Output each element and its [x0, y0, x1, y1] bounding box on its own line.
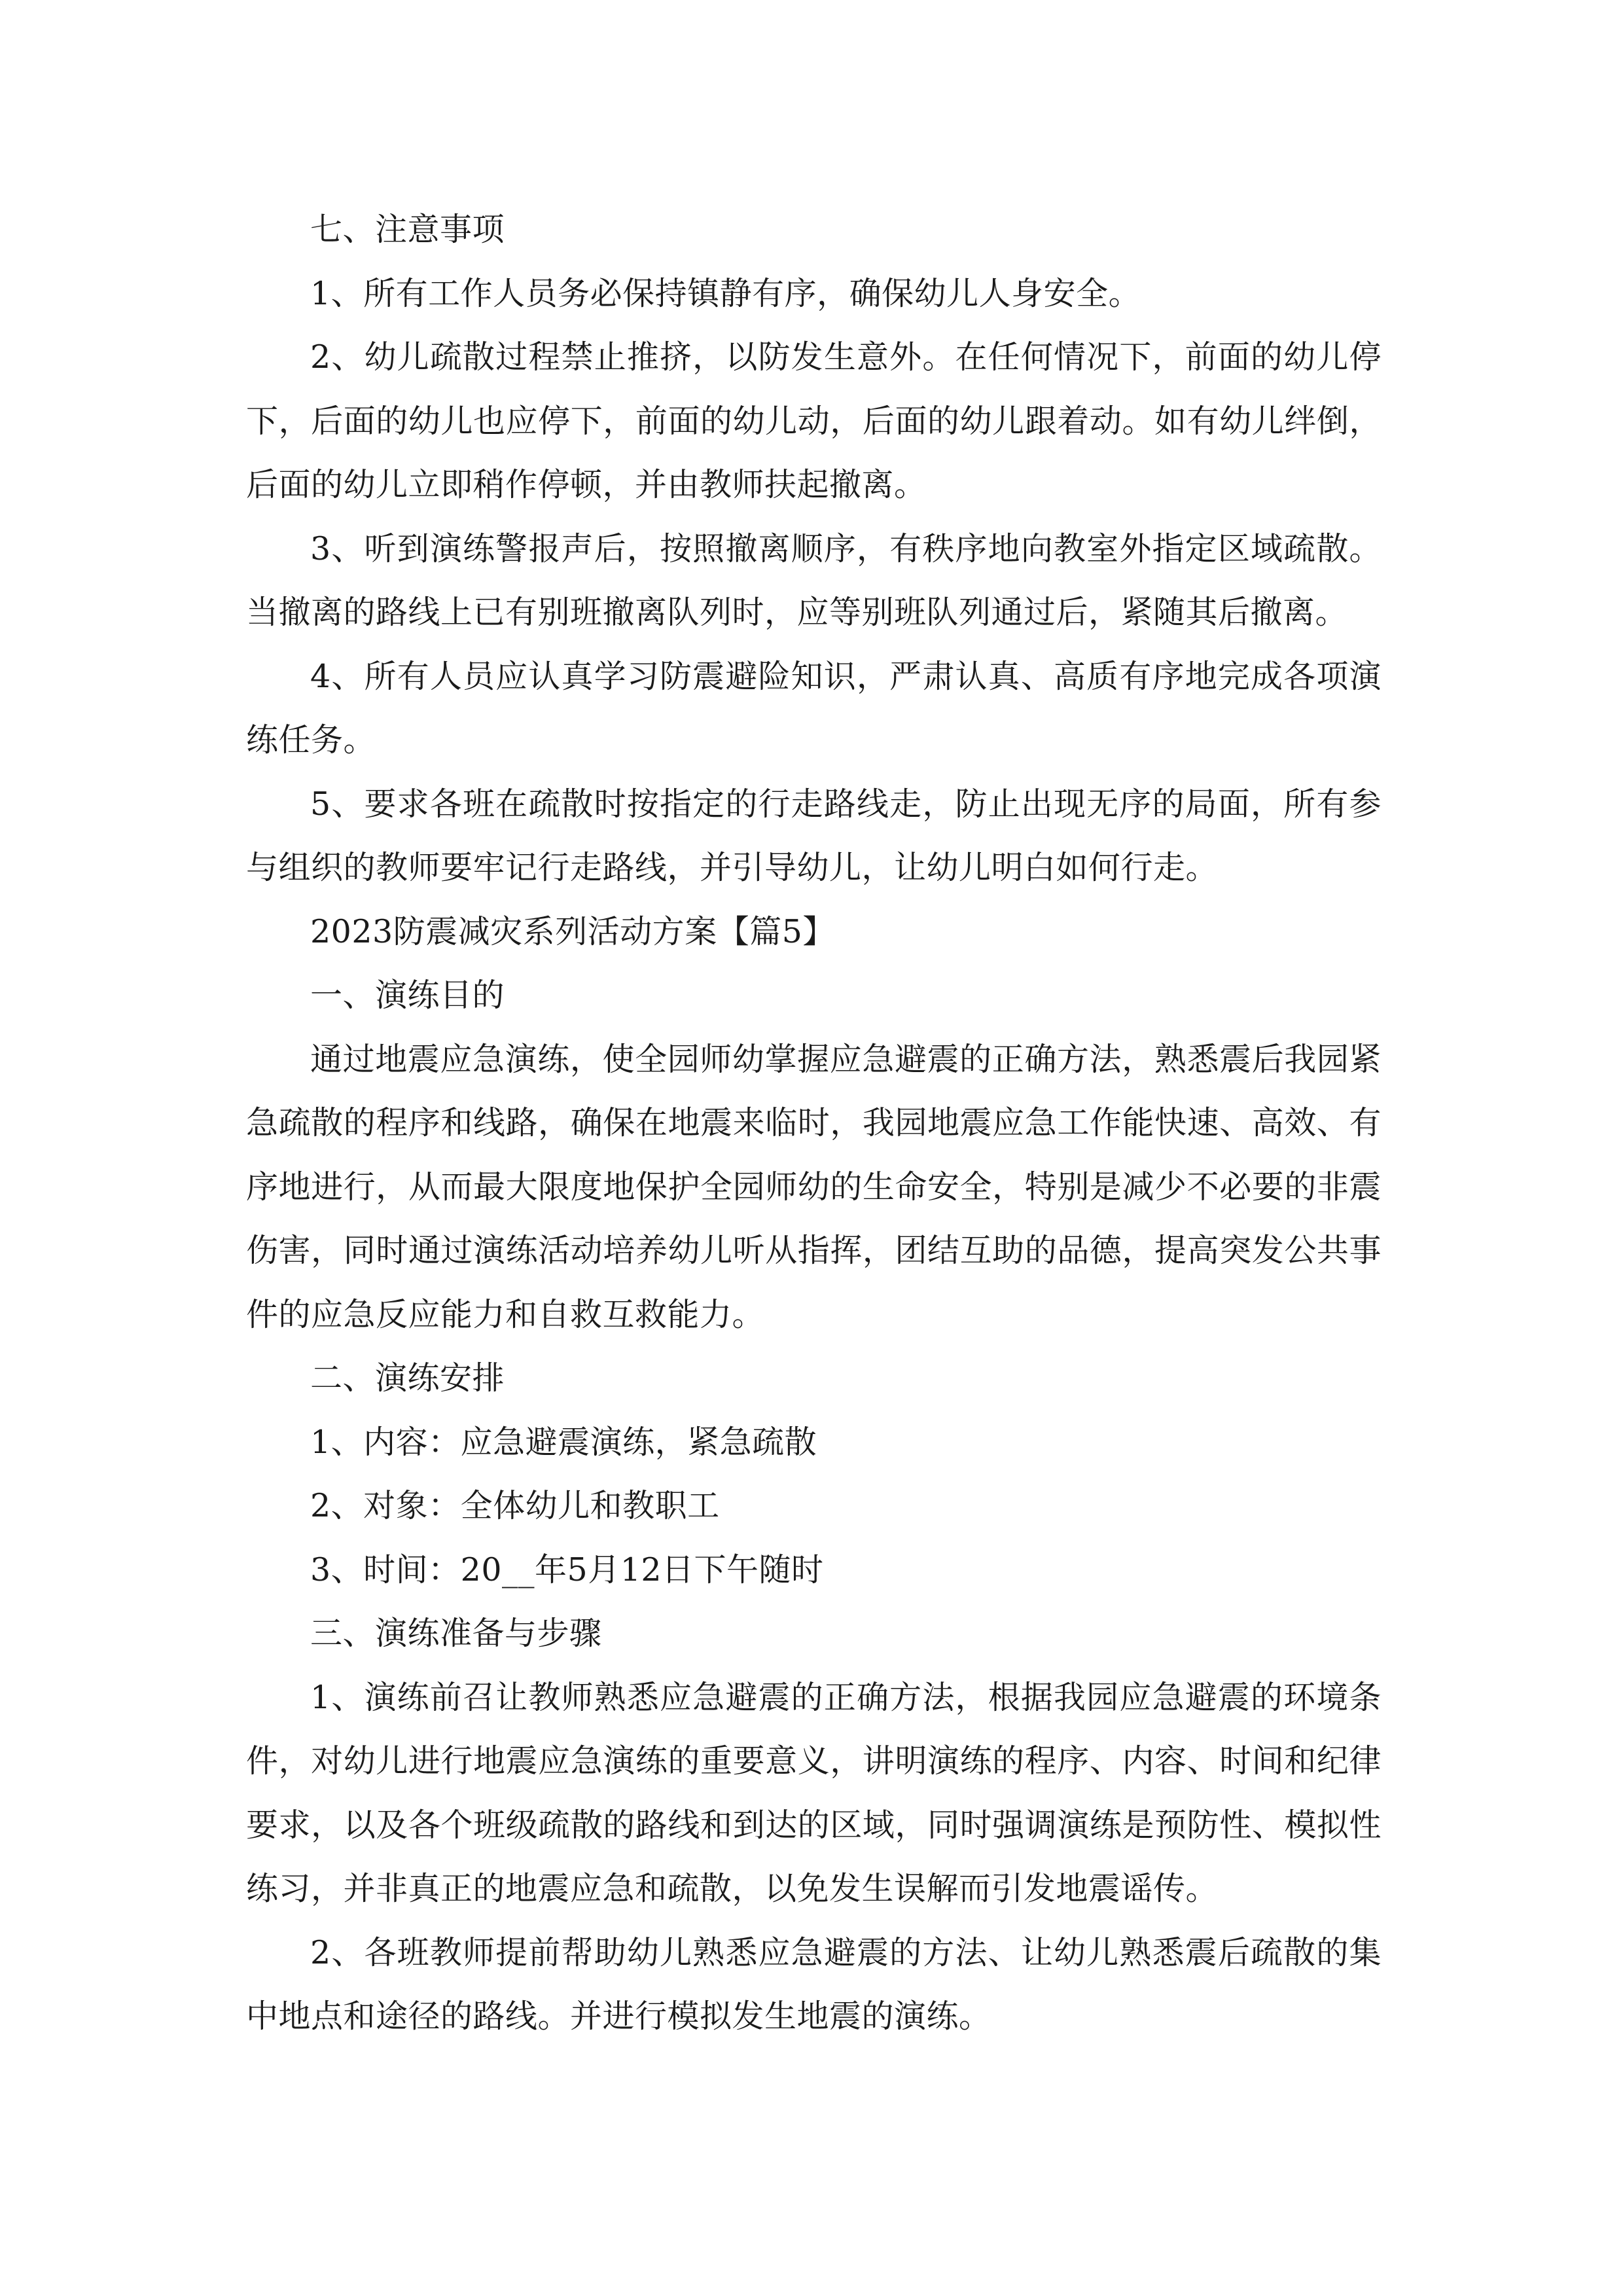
- plan-title: 2023防震减灾系列活动方案【篇5】: [310, 912, 835, 950]
- paragraph-arrangement-target: 2、对象：全体幼儿和教职工: [310, 1487, 720, 1524]
- paragraph-preparation-1: 1、演练前召让教师熟悉应急避震的正确方法，根据我园应急避震的环境条件，对幼儿进行地震应急演练的重要意义，讲明演练的程序、内容、时间和纪律要求，以及各个班级疏散的路线和到达的区域，同时强调演练是预防性、模拟性练习，并非真正的地震应急和疏散，以免发生误解而引发地震谣传。: [246, 1678, 1382, 1907]
- paragraph-precaution-2: 2、幼儿疏散过程禁止推挤，以防发生意外。在任何情况下，前面的幼儿停下，后面的幼儿也应停下，前面的幼儿动，后面的幼儿跟着动。如有幼儿绊倒，后面的幼儿立即稍作停顿，并由教师扶起撤离。: [246, 338, 1382, 503]
- section-heading-arrangement: 二、演练安排: [310, 1359, 505, 1397]
- section-heading-preparation: 三、演练准备与步骤: [310, 1615, 602, 1652]
- paragraph-purpose: 通过地震应急演练，使全园师幼掌握应急避震的正确方法，熟悉震后我园紧急疏散的程序和线路，确保在地震来临时，我园地震应急工作能快速、高效、有序地进行，从而最大限度地保护全园师幼的生命安全，特别是减少不必要的非震伤害，同时通过演练活动培养幼儿听从指挥，团结互助的品德，提高突发公共事件的应急反应能力和自救互救能力。: [246, 1040, 1382, 1333]
- paragraph-precaution-3: 3、听到演练警报声后，按照撤离顺序，有秩序地向教室外指定区域疏散。当撤离的路线上已有别班撤离队列时，应等别班队列通过后，紧随其后撤离。: [246, 529, 1382, 631]
- paragraph-precaution-5: 5、要求各班在疏散时按指定的行走路线走，防止出现无序的局面，所有参与组织的教师要牢记行走路线，并引导幼儿，让幼儿明白如何行走。: [246, 785, 1382, 886]
- paragraph-precaution-4: 4、所有人员应认真学习防震避险知识，严肃认真、高质有序地完成各项演练任务。: [246, 657, 1382, 759]
- section-heading-purpose: 一、演练目的: [310, 977, 505, 1014]
- document-body: [246, 198, 1382, 2049]
- paragraph-precaution-1: 1、所有工作人员务必保持镇静有序，确保幼儿人身安全。: [310, 274, 1141, 312]
- paragraph-arrangement-content: 1、内容：应急避震演练，紧急疏散: [310, 1423, 817, 1461]
- section-heading-precautions: 七、注意事项: [310, 211, 505, 248]
- paragraph-arrangement-time: 3、时间：20__年5月12日下午随时: [310, 1551, 824, 1588]
- paragraph-preparation-2: 2、各班教师提前帮助幼儿熟悉应急避震的方法、让幼儿熟悉震后疏散的集中地点和途径的路线。并进行模拟发生地震的演练。: [246, 1933, 1382, 2035]
